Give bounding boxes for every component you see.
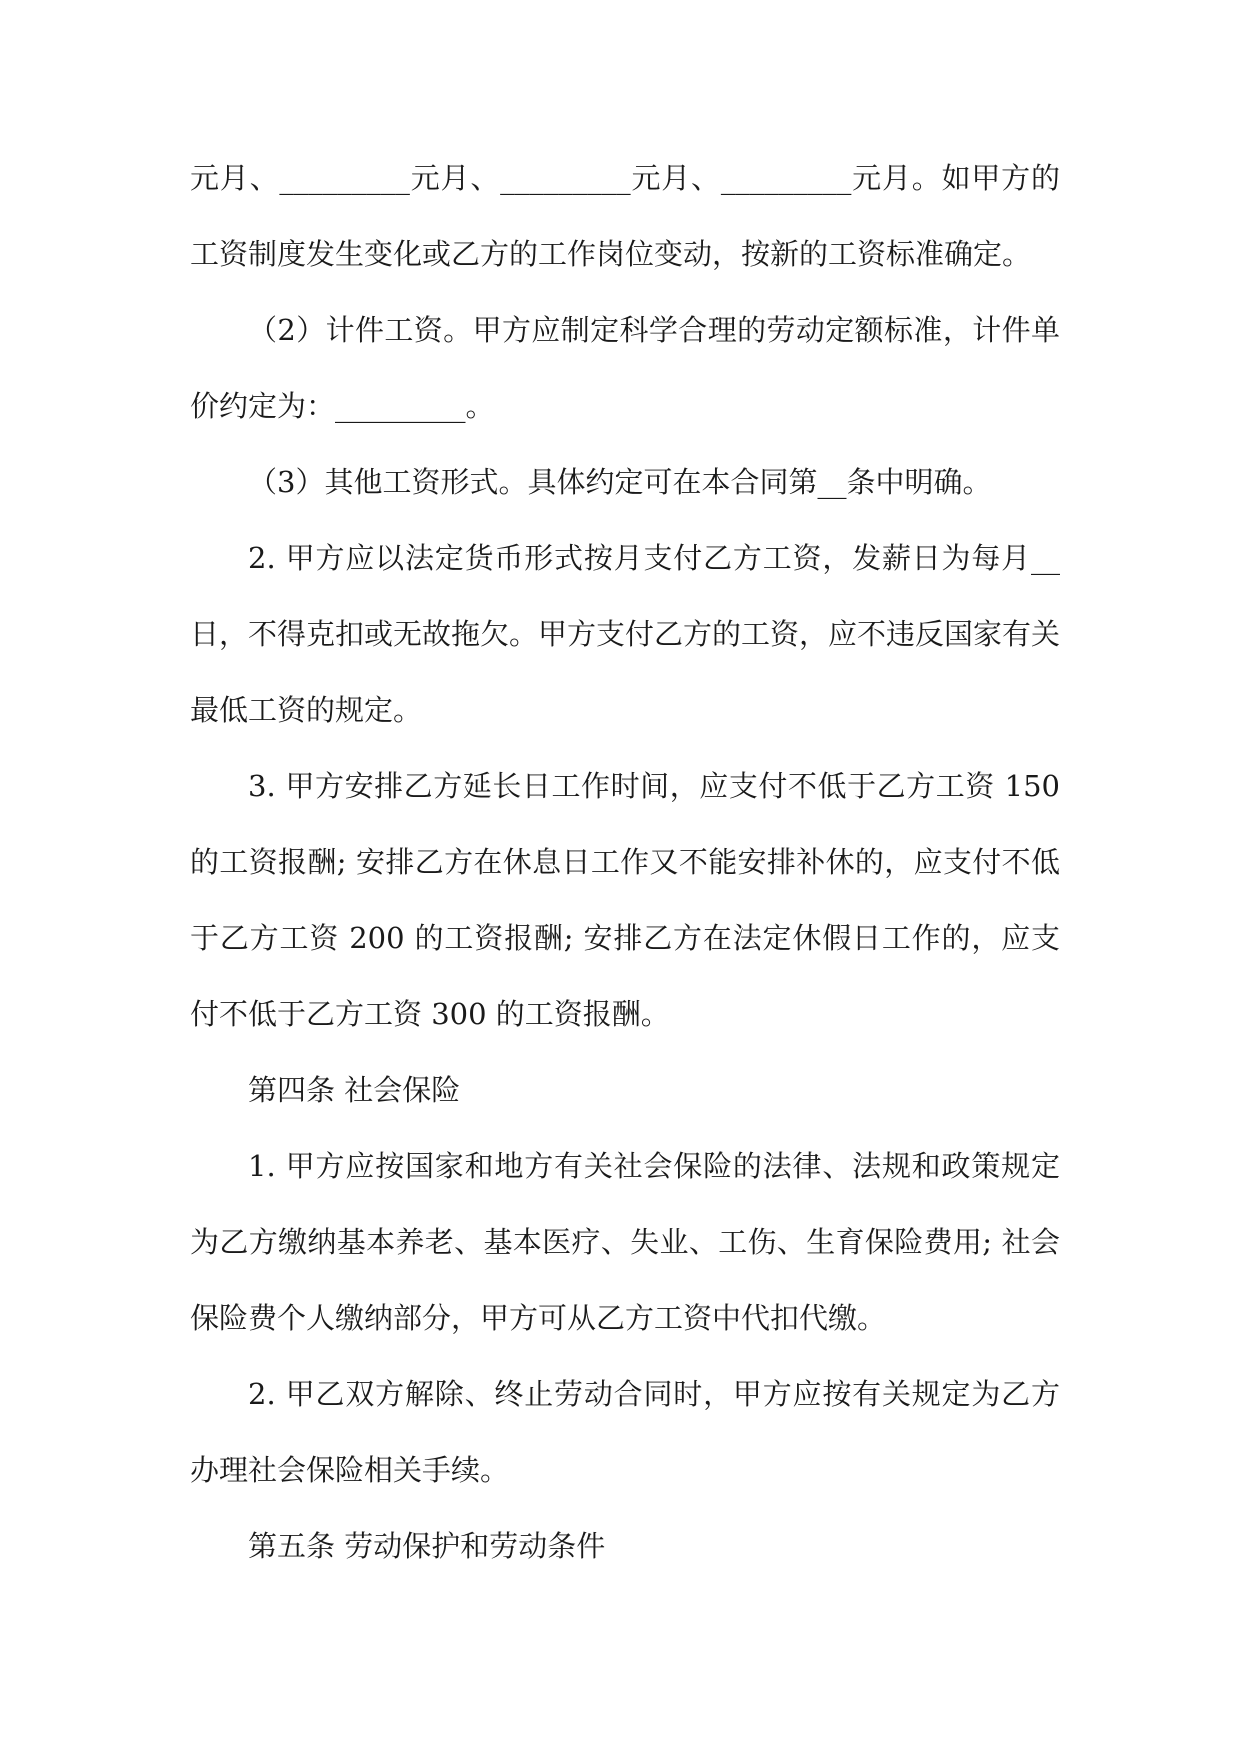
document-body [190, 140, 1060, 1584]
paragraph-piece-rate-wage: （2）计件工资。甲方应制定科学合理的劳动定额标准，计件单价约定为：_________。 [190, 313, 1060, 423]
heading-article-four-social-insurance: 第四条 社会保险 [248, 1073, 461, 1107]
paragraph-insurance-contributions: 1. 甲方应按国家和地方有关社会保险的法律、法规和政策规定为乙方缴纳基本养老、基本医疗、失业、工伤、生育保险费用; 社会保险费个人缴纳部分，甲方可从乙方工资中代扣代缴。 [190, 1149, 1060, 1335]
paragraph-wage-levels: 元月、_________元月、_________元月、_________元月。如甲方的工资制度发生变化或乙方的工作岗位变动，按新的工资标准确定。 [190, 161, 1060, 271]
paragraph-other-wage-forms: （3）其他工资形式。具体约定可在本合同第__条中明确。 [248, 465, 992, 499]
paragraph-overtime-pay: 3. 甲方安排乙方延长日工作时间，应支付不低于乙方工资 150 的工资报酬; 安排乙方在休息日工作又不能安排补休的，应支付不低于乙方工资 200 的工资报酬; 安排乙方在法定休假日工作的，应支付不低于乙方工资 300 的工资报酬。 [190, 769, 1060, 1031]
paragraph-payment-terms: 2. 甲方应以法定货币形式按月支付乙方工资，发薪日为每月__日，不得克扣或无故拖欠。甲方支付乙方的工资，应不违反国家有关最低工资的规定。 [190, 541, 1061, 727]
heading-article-five-labor-protection: 第五条 劳动保护和劳动条件 [248, 1529, 606, 1563]
paragraph-insurance-procedures: 2. 甲乙双方解除、终止劳动合同时，甲方应按有关规定为乙方办理社会保险相关手续。 [190, 1377, 1060, 1487]
